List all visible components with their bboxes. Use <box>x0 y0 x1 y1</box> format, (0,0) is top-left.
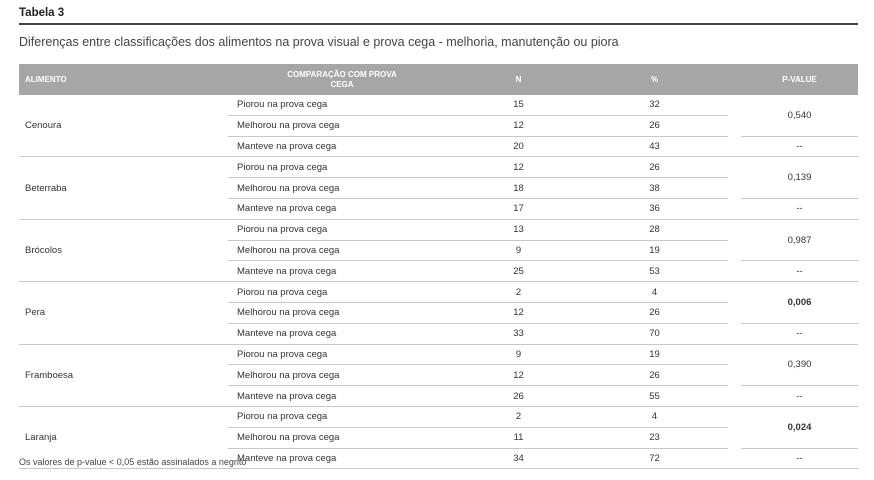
pct-cell: 26 <box>581 115 728 136</box>
comparison-cell: Manteve na prova cega <box>228 136 456 157</box>
table-row <box>19 406 858 427</box>
table-row <box>19 344 858 365</box>
pvalue-cell: 0,390 <box>741 344 858 386</box>
pvalue-cell: 0,987 <box>741 219 858 261</box>
pct-cell: 19 <box>581 344 728 365</box>
pct-cell: 26 <box>581 302 728 323</box>
pct-cell: 26 <box>581 157 728 178</box>
pct-cell: 43 <box>581 136 728 157</box>
spacer-cell <box>728 323 741 344</box>
spacer-cell <box>728 178 741 199</box>
header-comparison: COMPARAÇÃO COM PROVA CEGA <box>228 64 456 95</box>
pct-cell: 26 <box>581 365 728 386</box>
n-cell: 2 <box>456 406 581 427</box>
n-cell: 20 <box>456 136 581 157</box>
pct-cell: 32 <box>581 95 728 115</box>
comparison-cell: Melhorou na prova cega <box>228 240 456 261</box>
comparison-cell: Piorou na prova cega <box>228 219 456 240</box>
table-label: Tabela 3 <box>19 7 65 19</box>
spacer-cell <box>728 261 741 282</box>
comparison-cell: Melhorou na prova cega <box>228 302 456 323</box>
pvalue-empty-cell: -- <box>741 261 858 282</box>
pvalue-cell: 0,006 <box>741 282 858 324</box>
food-cell: Beterraba <box>19 157 228 219</box>
header-pct: % <box>581 64 728 95</box>
pct-cell: 4 <box>581 282 728 303</box>
table-row <box>19 282 858 303</box>
spacer-cell <box>728 219 741 240</box>
food-cell: Cenoura <box>19 95 228 157</box>
comparison-cell: Piorou na prova cega <box>228 95 456 115</box>
n-cell: 9 <box>456 240 581 261</box>
comparison-cell: Piorou na prova cega <box>228 344 456 365</box>
n-cell: 33 <box>456 323 581 344</box>
n-cell: 12 <box>456 365 581 386</box>
spacer-cell <box>728 302 741 323</box>
food-cell: Laranja <box>19 406 228 468</box>
n-cell: 15 <box>456 95 581 115</box>
spacer-cell <box>728 365 741 386</box>
pvalue-cell: 0,540 <box>741 95 858 136</box>
spacer-cell <box>728 115 741 136</box>
table-body <box>19 95 858 469</box>
data-table <box>19 64 858 469</box>
comparison-cell: Piorou na prova cega <box>228 282 456 303</box>
n-cell: 13 <box>456 219 581 240</box>
pct-cell: 70 <box>581 323 728 344</box>
n-cell: 2 <box>456 282 581 303</box>
pvalue-empty-cell: -- <box>741 323 858 344</box>
n-cell: 12 <box>456 157 581 178</box>
table-caption: Diferenças entre classificações dos alimentos na prova visual e prova cega - melhoria, manutenção ou piora <box>19 35 619 49</box>
comparison-cell: Melhorou na prova cega <box>228 427 456 448</box>
footnote: Os valores de p-value < 0,05 estão assinalados a negrito <box>19 457 247 467</box>
spacer-cell <box>728 157 741 178</box>
spacer-cell <box>728 95 741 115</box>
spacer-cell <box>728 198 741 219</box>
spacer-cell <box>728 427 741 448</box>
n-cell: 17 <box>456 198 581 219</box>
pct-cell: 38 <box>581 178 728 199</box>
comparison-cell: Manteve na prova cega <box>228 323 456 344</box>
pct-cell: 28 <box>581 219 728 240</box>
food-cell: Brócolos <box>19 219 228 281</box>
spacer-cell <box>728 136 741 157</box>
comparison-cell: Melhorou na prova cega <box>228 178 456 199</box>
pvalue-cell: 0,139 <box>741 157 858 199</box>
pct-cell: 23 <box>581 427 728 448</box>
table-row <box>19 219 858 240</box>
n-cell: 12 <box>456 115 581 136</box>
pct-cell: 19 <box>581 240 728 261</box>
header-spacer <box>728 64 741 95</box>
table-row <box>19 95 858 115</box>
spacer-cell <box>728 406 741 427</box>
comparison-cell: Manteve na prova cega <box>228 261 456 282</box>
n-cell: 26 <box>456 386 581 407</box>
pct-cell: 72 <box>581 448 728 469</box>
spacer-cell <box>728 240 741 261</box>
pct-cell: 53 <box>581 261 728 282</box>
pvalue-empty-cell: -- <box>741 198 858 219</box>
spacer-cell <box>728 344 741 365</box>
n-cell: 34 <box>456 448 581 469</box>
comparison-cell: Manteve na prova cega <box>228 198 456 219</box>
table-row <box>19 157 858 178</box>
header-pvalue: P-VALUE <box>741 64 858 95</box>
comparison-cell: Manteve na prova cega <box>228 386 456 407</box>
pvalue-empty-cell: -- <box>741 136 858 157</box>
pct-cell: 55 <box>581 386 728 407</box>
pvalue-empty-cell: -- <box>741 386 858 407</box>
comparison-cell: Melhorou na prova cega <box>228 365 456 386</box>
n-cell: 11 <box>456 427 581 448</box>
comparison-cell: Piorou na prova cega <box>228 406 456 427</box>
food-cell: Pera <box>19 282 228 344</box>
spacer-cell <box>728 448 741 469</box>
n-cell: 9 <box>456 344 581 365</box>
header-row <box>19 64 858 95</box>
title-divider <box>19 23 858 25</box>
pvalue-cell: 0,024 <box>741 406 858 448</box>
n-cell: 25 <box>456 261 581 282</box>
header-food: ALIMENTO <box>19 64 228 95</box>
spacer-cell <box>728 386 741 407</box>
pct-cell: 4 <box>581 406 728 427</box>
comparison-cell: Manteve na prova cega <box>228 448 456 469</box>
n-cell: 12 <box>456 302 581 323</box>
food-cell: Framboesa <box>19 344 228 406</box>
comparison-cell: Melhorou na prova cega <box>228 115 456 136</box>
pct-cell: 36 <box>581 198 728 219</box>
pvalue-empty-cell: -- <box>741 448 858 469</box>
comparison-cell: Piorou na prova cega <box>228 157 456 178</box>
spacer-cell <box>728 282 741 303</box>
header-n: N <box>456 64 581 95</box>
n-cell: 18 <box>456 178 581 199</box>
